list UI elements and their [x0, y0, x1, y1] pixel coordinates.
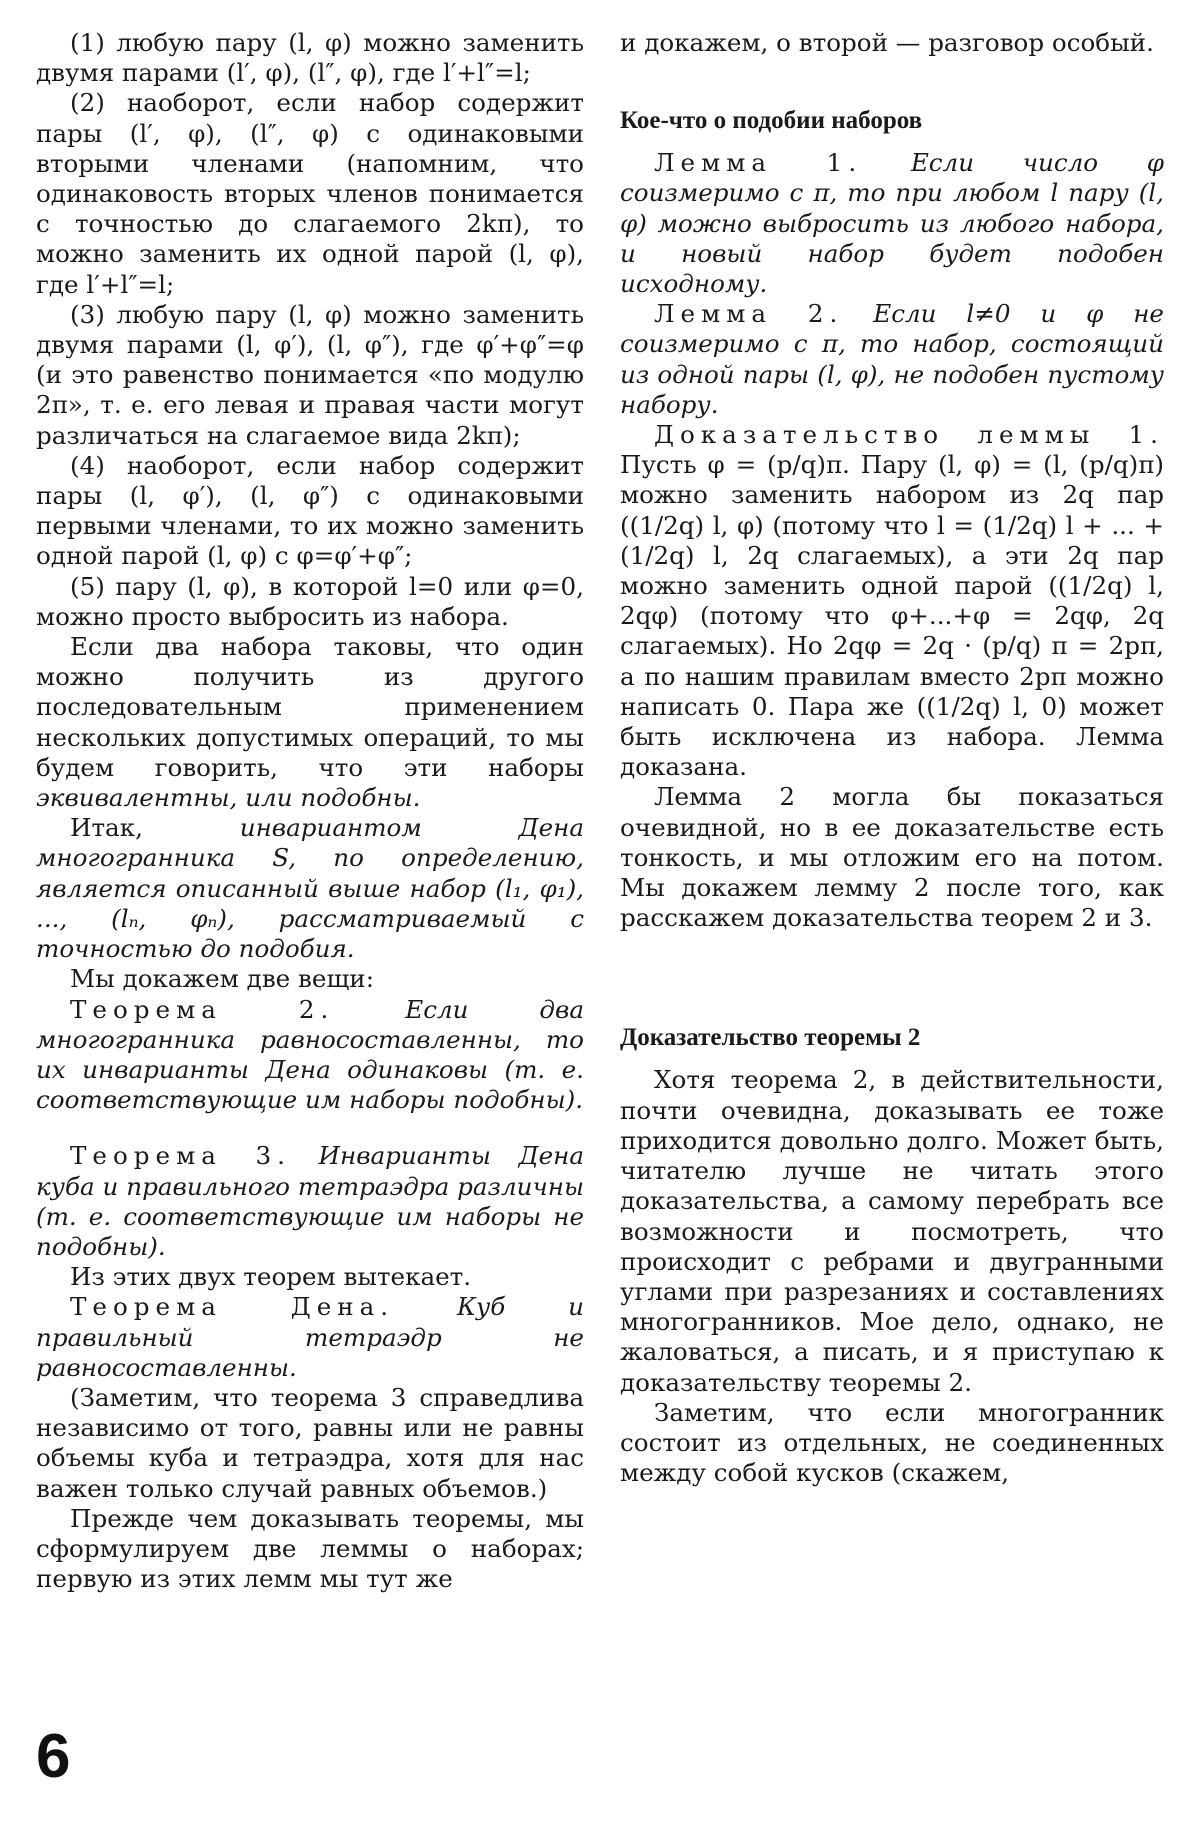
proof-theorem-2-paragraph-1: Хотя теорема 2, в действительности, почти очевидна, доказывать ее тоже приходится довольно долго. Может быть, читателю лучше не читать этого доказательства, а самому перебрать все возможности и посмотреть, что происходит с ребрами и двугранными углами при разрезаниях и составлениях многогранников. Мое дело, однако, не жаловаться, а писать, и я приступаю к доказательству теоремы 2. [620, 1065, 1164, 1397]
theorem-2-text: Если два многогранника равносоставленны, то их инварианты Дена одинаковы (т. е. соответствующие им наборы подобны). [36, 994, 584, 1115]
continuation-text: и докажем, о второй — разговор особый. [620, 28, 1154, 57]
lemma-1-text: Если число φ соизмеримо с π, то при любом l пару (l, φ) можно выбросить из любого набора, и новый набор будет подобен исходному. [620, 148, 1164, 299]
operation-1: (1) любую пару (l, φ) можно заменить двумя парами (l′, φ), (l″, φ), где l′+l″=l; [36, 28, 584, 88]
section-heading-proof-theorem-2: Доказательство теоремы 2 [620, 1024, 921, 1052]
proof-lemma-1 [620, 420, 1164, 782]
dehn-definition [36, 813, 584, 964]
lemma-2-text: Если l≠0 и φ не соизмеримо с π, то набор, состоящий из одной пары (l, φ), не подобен пустому набору. [620, 299, 1164, 419]
equivalence-paragraph [36, 632, 584, 813]
dehn-theorem [36, 1292, 584, 1383]
operation-3: (3) любую пару (l, φ) можно заменить двумя парами (l, φ′), (l, φ″), где φ′+φ″=φ (и это равенство понимается «по модулю 2π», т. е. его левая и правая части могут различаться на слагаемое вида 2kπ); [36, 299, 584, 450]
equivalence-text: Если два набора таковы, что один можно получить из другого последовательным применением нескольких допустимых операций, то мы будем говорить, что эти наборы [36, 632, 584, 782]
lemma-2-note: Лемма 2 могла бы показаться очевидной, но в ее доказательстве есть тонкость, и мы отложим его на потом. Мы докажем лемму 2 после того, как расскажем доказательства теорем 2 и 3. [620, 782, 1164, 933]
theorem-3-text: Инварианты Дена куба и правильного тетраэдра различны (т. е. соответствующие им наборы не подобны). [36, 1141, 584, 1261]
remark: (Заметим, что теорема 3 справедлива независимо от того, равны или не равны объемы куба и тетраэдра, хотя для нас важен только случай равных объемов.) [36, 1382, 584, 1503]
two-things: Мы докажем две вещи: [70, 964, 374, 994]
section-heading-similarity: Кое-что о подобии наборов [620, 107, 923, 135]
dehn-theorem-text: Куб и правильный тетраэдр не равносоставленны. [36, 1292, 584, 1382]
itak-text: Итак, [70, 813, 143, 843]
before-lemmas: Прежде чем доказывать теоремы, мы сформулируем две леммы о наборах; первую из этих лемм мы тут же [36, 1503, 584, 1594]
operation-4: (4) наоборот, если набор содержит пары (l, φ′), (l, φ″) с одинаковыми первыми членами, то их можно заменить одной парой (l, φ) с φ=φ′+φ″; [36, 450, 584, 571]
operation-2: (2) наоборот, если набор содержит пары (l′, φ), (l″, φ) с одинаковыми вторыми членами (напомним, что одинаковость вторых членов понимается с точностью до слагаемого 2kπ), то можно заменить их одной парой (l, φ), где l′+l″=l; [36, 88, 584, 299]
dehn-theorem-label: Теорема Дена. [70, 1292, 395, 1322]
proof-lemma-1-text: Пусть φ = (p/q)π. Пару (l, φ) = (l, (p/q)π) можно заменить набором из 2q пар ((1/2q) l, φ) (потому что l = (1/2q) l + ... + (1/2q) l, 2q слагаемых), а эти 2q пар можно заменить одной парой ((1/2q) l, 2qφ) (потому что φ+...+φ = 2qφ, 2q слагаемых). Но 2qφ = 2q · (p/q) π = 2pπ, а по нашим правилам вместо 2pπ можно написать 0. Пара же ((1/2q) l, 0) может быть исключена из набора. Лемма доказана. [620, 450, 1164, 782]
theorem-2-label: Теорема 2. [70, 994, 335, 1024]
lemma-1 [620, 148, 1164, 299]
left-column [36, 28, 584, 1594]
lemma-2 [620, 299, 1164, 420]
dehn-definition-text: инвариантом Дена многогранника S, по определению, является описанный выше набор (l₁, φ₁), ..., (lₙ, φₙ), рассматриваемый с точностью до подобия. [36, 813, 584, 964]
lemma-2-label: Лемма 2. [654, 299, 844, 329]
proof-lemma-1-label: Доказательство леммы 1. [654, 420, 1164, 450]
follows-text: Из этих двух теорем вытекает. [70, 1262, 472, 1292]
theorem-3 [36, 1141, 584, 1262]
proof-theorem-2-paragraph-2: Заметим, что если многогранник состоит из отдельных, не соединенных между собой кусков (скажем, [620, 1397, 1164, 1488]
operation-5: (5) пару (l, φ), в которой l=0 или φ=0, можно просто выбросить из набора. [36, 571, 584, 631]
equivalence-term: эквивалентны, или подобны. [36, 783, 421, 813]
theorem-3-label: Теорема 3. [70, 1141, 291, 1171]
theorem-2 [36, 995, 584, 1116]
lemma-1-label: Лемма 1. [654, 148, 863, 178]
right-column [620, 28, 1164, 1488]
page-number: 6 [36, 1722, 71, 1791]
